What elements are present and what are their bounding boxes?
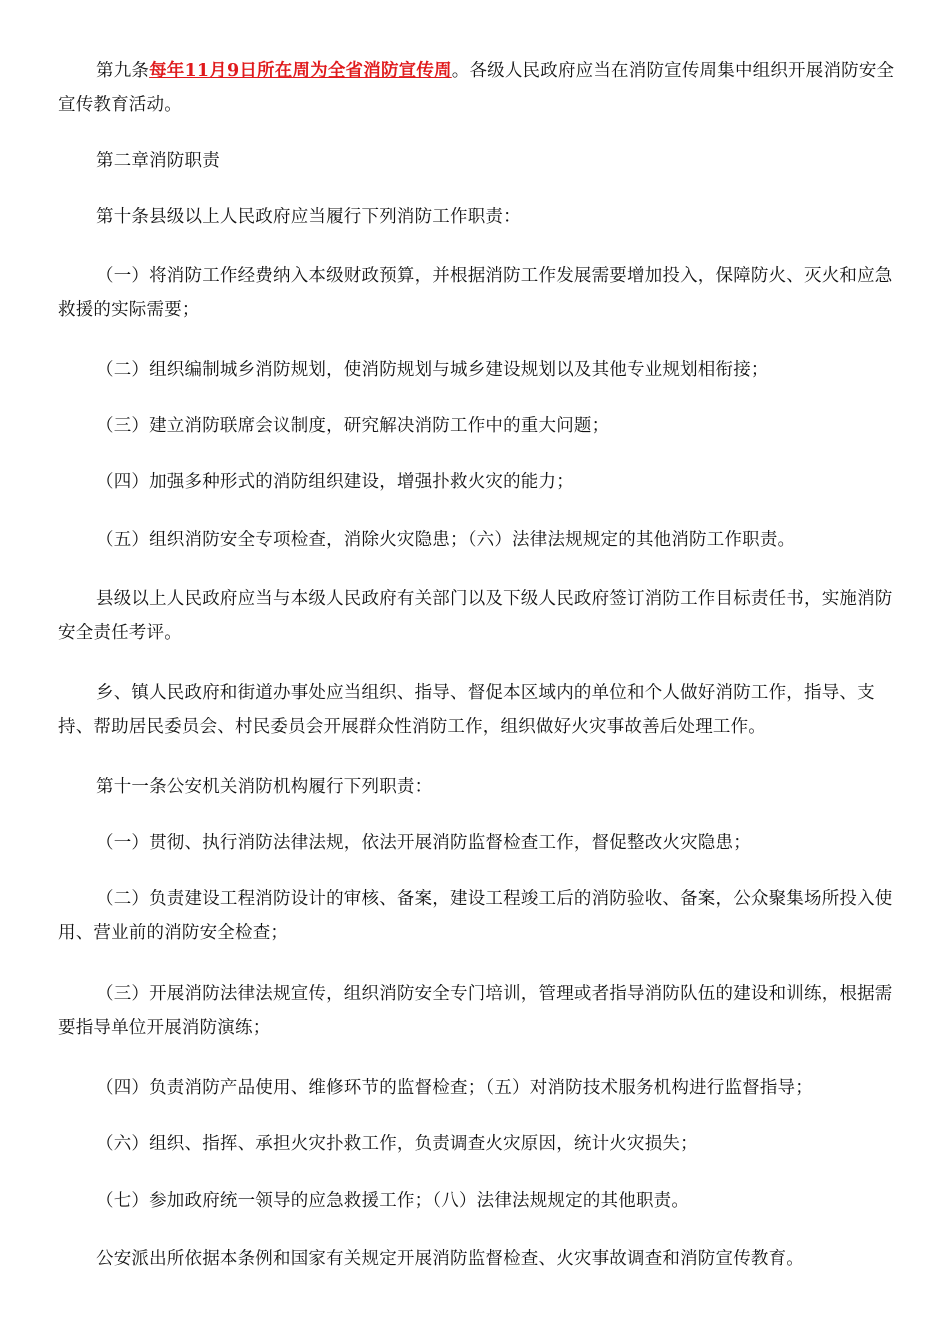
article-9-body: 。各级人民政府应当在消防宣传周集中组织开展消防安全宣传教育活动。	[58, 61, 895, 115]
paragraph-article-10: 第十条县级以上人民政府应当履行下列消防工作职责：	[96, 207, 521, 227]
highlighted-fire-week-text: 每年11月9日所在周为全省消防宣传周	[149, 61, 452, 81]
article-11-item-3: （三）开展消防法律法规宣传，组织消防安全专门培训，管理或者指导消防队伍的建设和训练，根据需要指导单位开展消防演练；	[58, 984, 893, 1038]
paragraph-article-9	[58, 54, 898, 122]
article-10-item-3: （三）建立消防联席会议制度，研究解决消防工作中的重大问题；	[96, 416, 610, 436]
chapter-2-heading: 第二章消防职责	[96, 151, 220, 171]
article-10-item-1: （一）将消防工作经费纳入本级财政预算，并根据消防工作发展需要增加投入，保障防火、灭火和应急救援的实际需要；	[58, 266, 893, 320]
article-9-prefix: 第九条	[96, 61, 150, 81]
paragraph-police-station: 公安派出所依据本条例和国家有关规定开展消防监督检查、火灾事故调查和消防宣传教育。	[96, 1249, 804, 1269]
article-10-item-4: （四）加强多种形式的消防组织建设，增强扑救火灾的能力；	[96, 472, 574, 492]
article-11-items-4-5: （四）负责消防产品使用、维修环节的监督检查；（五）对消防技术服务机构进行监督指导；	[96, 1078, 813, 1098]
article-11-items-7-8: （七）参加政府统一领导的应急救援工作；（八）法律法规规定的其他职责。	[96, 1191, 690, 1211]
article-11-item-6: （六）组织、指挥、承担火灾扑救工作，负责调查火灾原因，统计火灾损失；	[96, 1134, 698, 1154]
paragraph-county-responsibility: 县级以上人民政府应当与本级人民政府有关部门以及下级人民政府签订消防工作目标责任书，实施消防安全责任考评。	[58, 589, 893, 643]
article-10-items-5-6: （五）组织消防安全专项检查，消除火灾隐患；（六）法律法规规定的其他消防工作职责。	[96, 530, 796, 550]
paragraph-article-11: 第十一条公安机关消防机构履行下列职责：	[96, 777, 433, 797]
paragraph-township-responsibility: 乡、镇人民政府和街道办事处应当组织、指导、督促本区域内的单位和个人做好消防工作，指导、支持、帮助居民委员会、村民委员会开展群众性消防工作，组织做好火灾事故善后处理工作。	[58, 683, 875, 737]
article-11-item-1: （一）贯彻、执行消防法律法规，依法开展消防监督检查工作，督促整改火灾隐患；	[96, 833, 751, 853]
article-10-item-2: （二）组织编制城乡消防规划，使消防规划与城乡建设规划以及其他专业规划相衔接；	[96, 360, 769, 380]
article-11-item-2: （二）负责建设工程消防设计的审核、备案，建设工程竣工后的消防验收、备案，公众聚集场所投入使用、营业前的消防安全检查；	[58, 889, 893, 943]
